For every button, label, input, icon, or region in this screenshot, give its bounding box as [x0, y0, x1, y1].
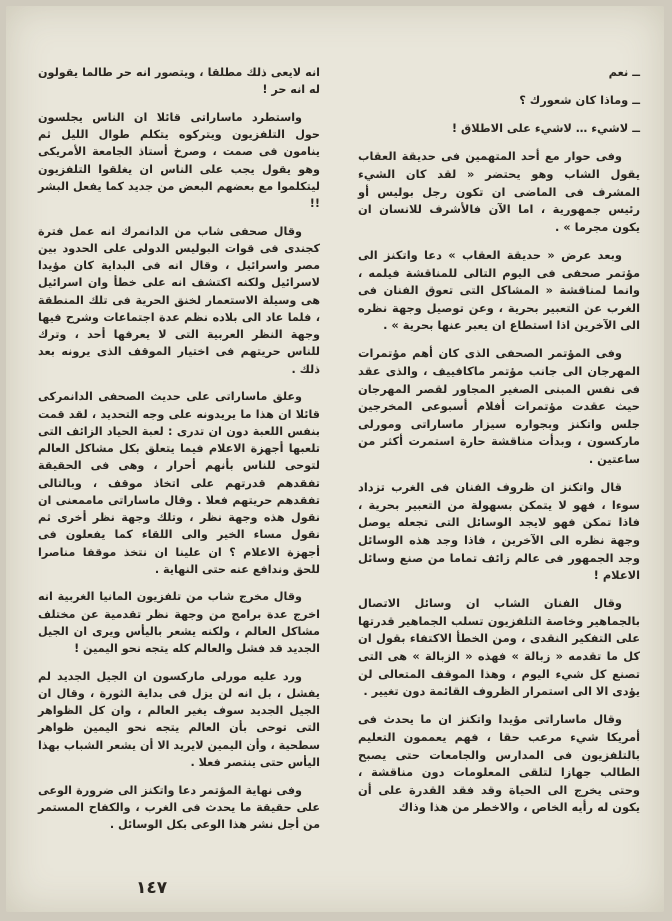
paragraph: وفى حوار مع أحد المتهمين فى حديقة العقاب يقول الشاب وهو يحتضر « لقد كان الشيء المشرف فى الماضى ان تكون رجل بوليس أو رئيس جمهورية ، اما الآن فالأشرف للانسان ان يكون مجرما » .	[358, 149, 640, 234]
paragraph: قال واتكنز ان ظروف الفنان فى الغرب تزداد سوءا ، فهو لا يتمكن بسهولة من التعبير بحرية ، فاذا تمكن فهو لايجد الوسائل التى تجعله يوصل وجهة نظره الى الآخرين ، فاذا وجد هذه الوسائل وجد الجمهور فى عالم زائف تماما من صنع وسائل الاعلام !	[358, 480, 640, 583]
magazine-page	[6, 6, 664, 912]
page-number: ١٤٧	[136, 878, 168, 898]
paragraph: انه لايعى ذلك مطلقا ، ويتصور انه حر طالما يقولون له انه حر !	[38, 66, 320, 97]
paragraph: ــ لاشيء … لاشيء على الاطلاق !	[451, 121, 640, 136]
paragraph: وقال مخرج شاب من تلفزيون المانيا الغربية انه اخرج عدة برامج من وجهة نظر تقدمية عن مختلف مشاكل العالم ، ولكنه يشعر باليأس ويرى ان الجيل الجديد قد فشل والعالم كله يتجه نحو اليمين !	[38, 590, 320, 656]
paragraph: وفى المؤتمر الصحفى الذى كان أهم مؤتمرات المهرجان الى جانب مؤتمر ماكافييف ، والذى عقد فى نفس المبنى الصغير المجاور لقصر المهرجان حيث عقدت مؤتمرات أفلام أسبوعى المخرجين جلس واتكنز وبجواره سيزار ماساراتى ومورلى ماركسون ، وبدأت مناقشة حارة استمرت أكثر من ساعتين .	[358, 346, 640, 467]
paragraph: وبعد عرض « حديقة العقاب » دعا واتكنز الى مؤتمر صحفى فى اليوم التالى للمناقشة فيلمه ، وانما لمناقشة « المشاكل التى تعوق الفنان فى الغرب عن التعبير بحرية ، وعن توصيل وجهة نظره الى الآخرين اذا استطاع ان يعبر عنها بحرية » .	[358, 247, 640, 333]
paragraph: ــ نعم	[608, 65, 640, 79]
paragraph: واستطرد ماساراتى قائلا ان الناس يجلسون حول التلفزيون ويتركوه يتكلم طوال الليل ثم ينامون فى صمت ، وصرخ أستاذ الجامعة الأمريكى وهو يقول يجب على الناس ان يغلقوا التلفزيون ليتكلموا مع بعضهم البعض من جديد كما يفعل البشر !!	[38, 110, 320, 211]
left-column	[38, 64, 320, 844]
paragraph: ورد عليه مورلى ماركسون ان الجيل الجديد لم يفشل ، بل انه لن يزل فى بداية الثورة ، وقال ان الجيل الجديد سوف يغير العالم ، وان كل الظواهر التى توحى بأن العالم يتجه نحو اليمين ظواهر سطحية ، وأن اليمين لايريد الا أن يشعر الشباب بهذا اليأس حتى ينتصر فعلا .	[38, 669, 320, 769]
paragraph: وقال صحفى شاب من الدانمرك انه عمل فترة كجندى فى قوات البوليس الدولى على الحدود بين مصر واسرائيل ، وقال انه فى البداية كان مؤيدا لاسرائيل ولكنه اكتشف انه على خطأ وان اسرائيل هى وسيلة الاستعمار لخنق الحرية فى تلك المنطقة ، فلما عاد الى بلاده نظم عدة اجتماعات وشرح فيها وجهة النظر العربية التى لا يعرفها أحد ، وترك للناس حريتهم فى اختيار الموقف الذى يرونه بعد ذلك .	[38, 224, 320, 376]
paragraph: وقال ماساراتى مؤيدا واتكنز ان ما يحدث فى أمريكا شيء مرعب حقا ، فهم يعممون التعليم بالتلفزيون فى المدارس والجامعات حتى يصبح الطالب جهازا لتلقى المعلومات دون مناقشة ، وحتى يخرج الى الحياة وقد فقد القدرة على أن يكون له رأيه الخاص ، والاخطر من هذا وذاك	[358, 712, 640, 815]
paragraph: وقال الفنان الشاب ان وسائل الاتصال بالجماهير وخاصة التلفزيون تسلب الجماهير قدرتها على التفكير النقدى ، ومن الخطأ الاكتفاء بقول ان كل ما تقدمه « زبالة » فهذه « الزبالة » هى التى تصنع كل شيء اليوم ، وهذا الموقف المتعالى لن يؤدى الا الى استمرار الظروف القائمة دون تغيير .	[358, 596, 640, 699]
right-column	[358, 64, 640, 827]
paragraph: ــ وماذا كان شعورك ؟	[519, 93, 640, 108]
column-divider	[333, 66, 335, 866]
paragraph: وعلق ماساراتى على حديث الصحفى الدانمركى قائلا ان هذا ما يريدونه على وجه التحديد ، لقد قمت بنفس اللعبة دون ان تدرى : لعبة الحياد الزائف التى تلعبها أجهزة الاعلام فيما يتعلق بكل مشاكل العالم لتوحى للناس بأنهم أحرار ، وهى فى الحقيقة تفقدهم قدرتهم على اتخاذ موقف ، وبالتالى تفقدهم حريتهم فعلا . وقال ماساراتى ماممعنى ان نقول هذه وجهة نظر ، وتلك وجهة نظر أخرى ثم نقول مساء الخير والى اللقاء كما يفعلون فى أجهزة الاعلام ؟ ان علينا ان نتخذ موقفا مناصرا للحق وندافع عنه حتى النهاية .	[38, 390, 320, 576]
paragraph: وفى نهاية المؤتمر دعا واتكنز الى ضرورة الوعى على حقيقة ما يحدث فى الغرب ، والكفاح المستمر من أجل نشر هذا الوعى بكل الوسائل .	[38, 783, 320, 832]
